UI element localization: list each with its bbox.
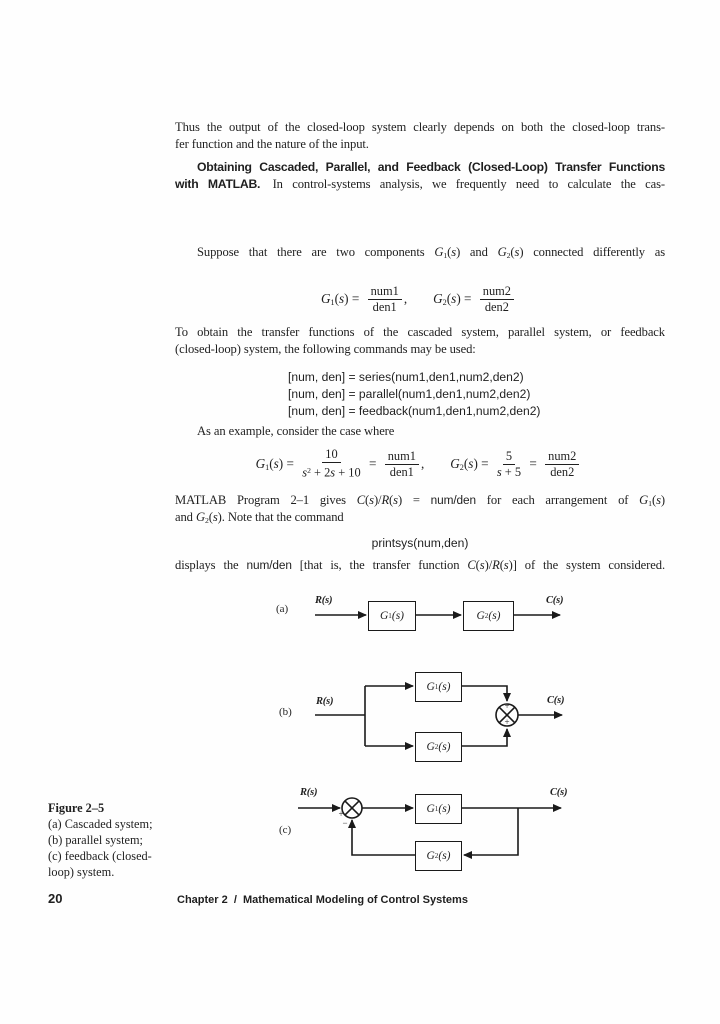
text-segment: s xyxy=(442,803,447,815)
equation-comma: , xyxy=(420,456,425,471)
text-line: (a) Cascaded system; xyxy=(48,817,153,831)
text-segment: ( xyxy=(463,455,469,471)
fraction-numerator: num2 xyxy=(545,450,579,465)
text-segment: ). Note that the command xyxy=(217,510,344,524)
printsys-command: printsys(num,den) xyxy=(371,536,469,550)
fraction-num1-den1 xyxy=(368,285,402,314)
text-segment: + 2 xyxy=(310,465,331,480)
fraction-numerator: num2 xyxy=(480,285,514,300)
text-segment: 2 xyxy=(434,852,439,860)
text-segment: ( xyxy=(389,493,394,507)
text-segment: ( xyxy=(438,803,443,815)
fraction-denominator xyxy=(497,465,521,479)
fraction-num2-den2 xyxy=(545,450,579,479)
text-segment: G xyxy=(639,493,649,507)
text-segment: ( xyxy=(447,245,452,259)
text-line xyxy=(175,176,665,193)
text-segment: G xyxy=(426,681,435,693)
text-segment: ( xyxy=(365,493,370,507)
text-segment: ( xyxy=(269,455,274,471)
text-line xyxy=(175,159,665,176)
text-segment: )] of the system considered. xyxy=(508,558,665,572)
text-segment: 2 xyxy=(442,298,447,308)
text-segment: s xyxy=(656,493,661,507)
text-segment: R xyxy=(381,493,390,507)
fraction-5-over-s-5 xyxy=(497,450,521,479)
equation-g1-g2-definition xyxy=(175,282,665,316)
text-segment: s xyxy=(273,455,279,471)
equation-comma: , xyxy=(403,291,408,306)
text-segment: C xyxy=(356,493,366,507)
text-segment: [that is, the transfer function xyxy=(291,558,468,572)
figure-caption xyxy=(48,800,193,880)
text-line xyxy=(175,492,665,509)
block-g1-b xyxy=(415,672,462,702)
text-segment: )/ xyxy=(373,493,382,507)
text-line: loop) system. xyxy=(48,865,115,879)
paragraph-intro xyxy=(175,119,665,153)
text-line xyxy=(175,227,665,244)
text-segment: + 5 xyxy=(501,464,522,479)
plus-sign-left: + xyxy=(338,809,344,819)
text-segment: ) connected differently as xyxy=(519,245,665,259)
diagram-b-output-label: C(s) xyxy=(547,695,565,706)
text-segment: ( xyxy=(438,741,443,753)
c-takeoff-to-g2-arrow xyxy=(464,808,518,855)
text-line: (c) feedback (closed- xyxy=(48,849,152,863)
text-segment: ) = xyxy=(344,290,363,306)
paragraph-example xyxy=(175,423,665,440)
text-segment: G xyxy=(476,610,485,622)
b-bottom-to-junction-arrow xyxy=(460,729,507,746)
text-line: As an example, consider the case where xyxy=(197,424,395,438)
text-segment: 1 xyxy=(434,805,439,813)
text-segment: G xyxy=(426,803,435,815)
text-segment: 2 xyxy=(484,612,489,620)
text-segment: G xyxy=(195,510,205,524)
text-segment: for each arrangement of xyxy=(476,493,640,507)
fraction-denominator: den2 xyxy=(550,464,575,479)
text-segment: 2 xyxy=(307,466,311,476)
text-segment: ( xyxy=(208,510,213,524)
text-line: Thus the output of the closed-loop system clearly depends on both the closed-loop trans- xyxy=(175,120,665,134)
text-segment: displays the xyxy=(175,558,247,572)
diagram-c-input-label: R(s) xyxy=(300,787,318,798)
text-line: To obtain the transfer functions of the cascaded system, parallel system, or feedback xyxy=(175,325,665,339)
paragraph-to-obtain xyxy=(175,324,665,358)
text-segment: 2 xyxy=(434,743,439,751)
text-segment: ( xyxy=(475,558,480,572)
block-g2-c xyxy=(415,841,462,871)
text-segment: s xyxy=(442,741,447,753)
text-segment: ) xyxy=(446,681,451,693)
minus-sign-bottom: − xyxy=(342,818,348,828)
block-g2-b xyxy=(415,732,462,762)
text-line: fer function and the nature of the input. xyxy=(175,137,369,151)
text-segment: ) and xyxy=(456,245,498,259)
text-segment: R xyxy=(492,558,500,572)
diagram-a-tag: (a) xyxy=(276,603,289,615)
fraction-numerator: 10 xyxy=(322,448,340,463)
text-segment: ) = xyxy=(397,493,431,507)
fraction-numerator: num1 xyxy=(368,285,402,300)
block-g1-a xyxy=(368,601,416,631)
fraction-num1-den1 xyxy=(385,450,419,479)
text-segment: ) = xyxy=(473,455,492,471)
text-segment: s xyxy=(442,681,447,693)
text-line xyxy=(175,509,665,526)
diagram-b-tag: (b) xyxy=(279,706,292,718)
text-segment: s xyxy=(479,558,485,572)
diagram-c-tag: (c) xyxy=(279,824,292,836)
plus-sign-bottom: + xyxy=(504,717,510,727)
text-line xyxy=(175,244,665,261)
text-segment: In control-systems analysis, we frequently need to calculate the cas- xyxy=(260,177,665,191)
equals-sign: = xyxy=(365,456,380,471)
text-segment: 1 xyxy=(265,463,270,473)
text-segment: s xyxy=(468,455,474,471)
running-title: Chapter 2 / Mathematical Modeling of Control Systems xyxy=(177,894,468,906)
text-segment: s xyxy=(451,290,457,306)
text-segment: ) xyxy=(446,850,451,862)
text-line xyxy=(175,557,665,574)
figure-caption-lines xyxy=(48,816,193,880)
text-segment: 1 xyxy=(434,683,439,691)
fraction-numerator: 5 xyxy=(503,450,515,465)
text-segment: num/den xyxy=(430,493,476,507)
equation-lhs-g2 xyxy=(450,456,492,472)
fraction-num2-den2 xyxy=(480,285,514,314)
text-segment: MATLAB Program 2–1 gives xyxy=(175,493,357,507)
text-segment: 2 xyxy=(204,515,209,525)
text-segment: 1 xyxy=(443,250,448,260)
diagram-a-output-label: C(s) xyxy=(546,595,564,606)
matlab-commands-block xyxy=(288,369,540,420)
fraction-denominator: den1 xyxy=(389,464,414,479)
equation-example-transfer-functions xyxy=(175,446,665,482)
text-segment: C xyxy=(467,558,476,572)
text-segment: G xyxy=(497,245,507,259)
text-segment: Suppose that there are two components xyxy=(197,245,435,259)
text-segment: s xyxy=(330,465,336,480)
equation-lhs-g2 xyxy=(433,291,475,307)
fraction-numerator: num1 xyxy=(385,450,419,465)
text-segment: with MATLAB. xyxy=(175,177,261,191)
text-segment: s xyxy=(496,464,502,479)
text-line: [num, den] = series(num1,den1,num2,den2) xyxy=(288,370,524,384)
text-segment: G xyxy=(379,610,389,622)
text-segment: G xyxy=(426,850,435,862)
text-segment: )/ xyxy=(484,558,493,572)
text-line: [num, den] = feedback(num1,den1,num2,den2) xyxy=(288,404,541,418)
fraction-denominator: den1 xyxy=(372,299,397,314)
c-feedback-to-junction-arrow xyxy=(352,820,415,855)
fraction-denominator xyxy=(302,463,360,479)
diagram-c-output-label: C(s) xyxy=(550,787,568,798)
text-segment: ( xyxy=(438,850,443,862)
paragraph-suppose xyxy=(175,244,665,278)
text-line xyxy=(175,210,665,227)
text-segment: 1 xyxy=(388,612,392,620)
text-line xyxy=(175,193,665,210)
diagram-b-input-label: R(s) xyxy=(316,696,334,707)
text-line: (closed-loop) system, the following commands may be used: xyxy=(175,342,476,356)
text-segment: ) xyxy=(446,741,451,753)
text-segment: G xyxy=(426,741,435,753)
equation-lhs-g1 xyxy=(256,456,298,472)
text-segment: s xyxy=(212,510,218,524)
text-segment: G xyxy=(321,290,331,306)
text-segment: 1 xyxy=(330,298,335,308)
text-segment: s xyxy=(339,290,345,306)
text-segment: 2 xyxy=(506,250,511,260)
block-g1-c xyxy=(415,794,462,824)
text-segment: s xyxy=(393,493,398,507)
plus-sign-top: + xyxy=(504,701,510,711)
text-segment: ( xyxy=(488,610,493,622)
text-segment: G xyxy=(255,455,266,471)
paragraph-displays xyxy=(175,557,665,574)
text-segment: s xyxy=(395,610,401,622)
text-segment: ) xyxy=(660,493,665,507)
block-g2-a xyxy=(463,601,514,631)
text-segment: G xyxy=(434,245,444,259)
text-line: [num, den] = parallel(num1,den1,num2,den2) xyxy=(288,387,531,401)
fraction-10-over-s2-2s-10 xyxy=(302,448,360,479)
text-segment: ( xyxy=(510,245,515,259)
text-segment: s xyxy=(451,245,457,259)
text-segment: + 10 xyxy=(335,465,361,480)
text-segment: Obtaining Cascaded, Parallel, and Feedback (Closed-Loop) Transfer Functions xyxy=(197,160,665,174)
text-segment: 1 xyxy=(648,498,652,508)
text-segment: ( xyxy=(391,610,396,622)
fraction-denominator: den2 xyxy=(484,299,509,314)
text-segment: and xyxy=(175,510,196,524)
text-segment: s xyxy=(369,493,374,507)
text-segment: s xyxy=(514,245,520,259)
text-segment: s xyxy=(492,610,497,622)
text-segment: ( xyxy=(438,681,443,693)
equals-sign: = xyxy=(526,456,541,471)
paragraph-matlab-program xyxy=(175,492,665,526)
text-segment: num/den xyxy=(246,558,292,572)
text-segment: s xyxy=(442,850,447,862)
text-segment: ) = xyxy=(278,455,298,471)
paragraph-obtaining-heading xyxy=(175,159,665,244)
text-segment: ) xyxy=(446,803,451,815)
text-segment: ) xyxy=(400,610,405,622)
text-segment: ) = xyxy=(456,290,475,306)
diagram-a-input-label: R(s) xyxy=(315,595,333,606)
text-segment: G xyxy=(450,455,460,471)
b-top-to-junction-arrow xyxy=(460,686,507,701)
text-segment: ( xyxy=(446,290,452,306)
text-segment: ( xyxy=(499,558,504,572)
text-segment: s xyxy=(302,465,308,480)
figure-caption-title: Figure 2–5 xyxy=(48,801,105,815)
text-segment: s xyxy=(503,558,509,572)
text-segment: ) xyxy=(496,610,501,622)
text-line xyxy=(175,261,665,278)
equation-lhs-g1 xyxy=(321,291,363,307)
text-segment: 2 xyxy=(459,463,464,473)
text-segment: ( xyxy=(334,290,340,306)
text-segment: G xyxy=(433,290,443,306)
text-segment: ( xyxy=(651,493,657,507)
page-number: 20 xyxy=(48,891,63,906)
figure-2-5-diagrams xyxy=(270,588,622,900)
text-line: (b) parallel system; xyxy=(48,833,143,847)
